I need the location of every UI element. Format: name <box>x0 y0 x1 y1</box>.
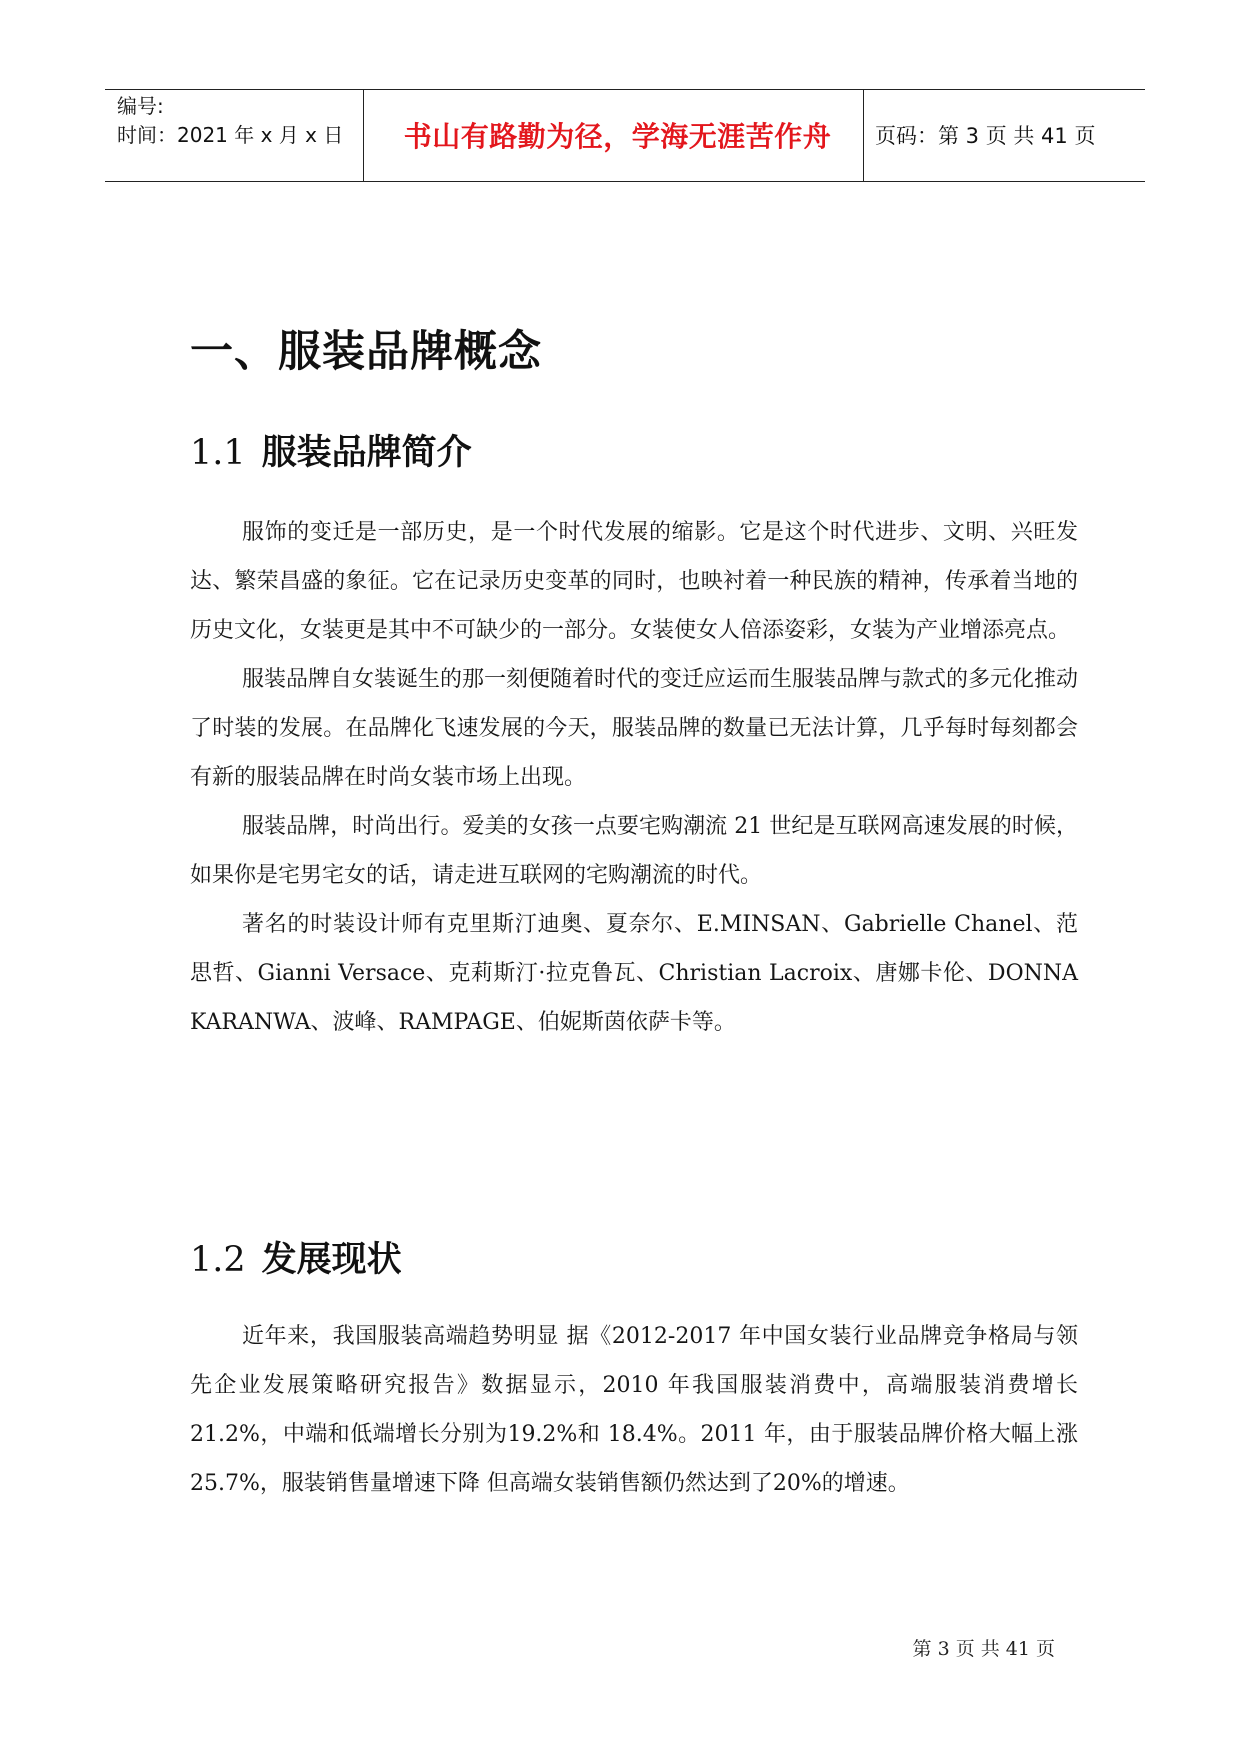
subsection-body-2 <box>190 1312 1078 1508</box>
header-motto: 书山有路勤为径，学海无涯苦作舟 <box>403 120 832 153</box>
time-label: 时间：2021 年 x 月 x 日 <box>117 123 344 147</box>
paragraph: 近年来，我国服装高端趋势明显 据《2012-2017 年中国女装行业品牌竞争格局与领先企业发展策略研究报告》数据显示，2010 年我国服装消费中，高端服装消费增长21.2%，中端和低端增长分别为19.2%和 18.4%。2011 年，由于服装品牌价格大幅上涨25.7%，服装销售量增速下降 但高端女装销售额仍然达到了20%的增速。 <box>190 1324 1078 1496</box>
page-footer: 第 3 页 共 41 页 <box>912 1638 1055 1660</box>
subsection-number: 1.2 <box>190 1240 246 1280</box>
paragraph: 著名的时装设计师有克里斯汀迪奥、夏奈尔、E.MINSAN、Gabrielle Chanel、范思哲、Gianni Versace、克莉斯汀·拉克鲁瓦、Christian Lacroix、唐娜卡伦、DONNA KARANWA、波峰、RAMPAGE、伯妮斯茵依萨卡等。 <box>190 912 1078 1035</box>
header-divider-right <box>863 90 864 181</box>
subsection-title: 发展现状 <box>261 1240 402 1280</box>
header-meta <box>117 92 343 150</box>
header-divider-left <box>363 90 364 181</box>
paragraph: 服装品牌，时尚出行。爱美的女孩一点要宅购潮流 21 世纪是互联网高速发展的时候，如果你是宅男宅女的话，请走进互联网的宅购潮流的时代。 <box>190 814 1078 888</box>
header-page-info: 页码：第 3 页 共 41 页 <box>875 124 1096 148</box>
serial-label: 编号: <box>117 94 164 118</box>
subsection-body-1 <box>190 508 1078 1047</box>
subsection-number: 1.1 <box>190 433 246 473</box>
subsection-title: 服装品牌简介 <box>261 433 472 473</box>
paragraph: 服饰的变迁是一部历史，是一个时代发展的缩影。它是这个时代进步、文明、兴旺发达、繁荣昌盛的象征。它在记录历史变革的同时，也映衬着一种民族的精神，传承着当地的历史文化，女装更是其中不可缺少的一部分。女装使女人倍添姿彩，女装为产业增添亮点。 <box>190 520 1078 643</box>
subsection-heading-2 <box>190 1232 402 1282</box>
page-header <box>105 89 1145 182</box>
paragraph: 服装品牌自女装诞生的那一刻便随着时代的变迁应运而生服装品牌与款式的多元化推动了时装的发展。在品牌化飞速发展的今天，服装品牌的数量已无法计算，几乎每时每刻都会有新的服装品牌在时尚女装市场上出现。 <box>190 667 1079 790</box>
subsection-heading-1 <box>190 425 472 475</box>
section-title: 一、服装品牌概念 <box>190 327 542 377</box>
